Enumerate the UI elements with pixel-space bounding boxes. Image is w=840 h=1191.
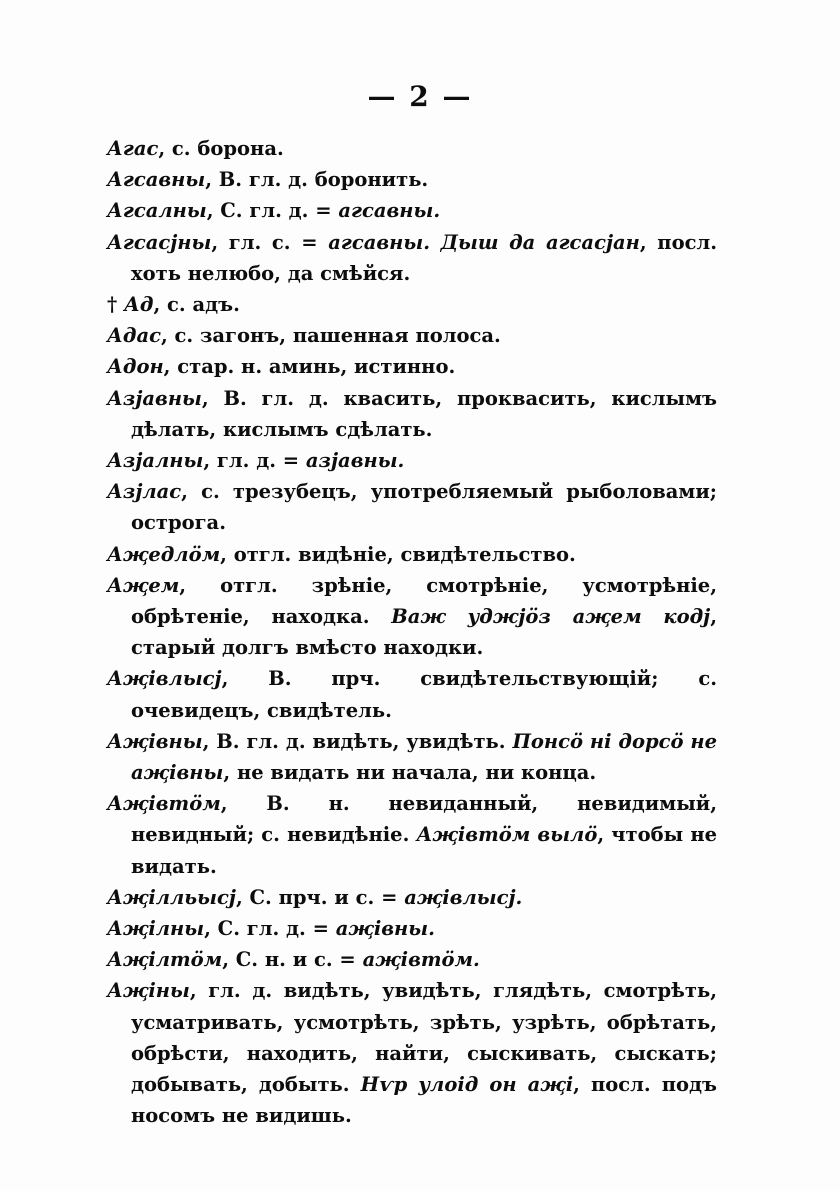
entry-text: , С. н. и с. = (222, 948, 363, 972)
page-number: — 2 — (367, 80, 473, 113)
entry-italic-text: Аҗіны (107, 979, 190, 1003)
dictionary-entry (107, 570, 717, 664)
entry-text: , С. прч. и с. = (235, 885, 405, 909)
dictionary-entry (107, 882, 717, 913)
entry-text: , старый долгъ вмѣсто находки. (131, 605, 717, 660)
dictionary-entry (107, 320, 717, 351)
dictionary-entry (107, 383, 717, 445)
dictionary-entry (107, 133, 717, 164)
entry-text: , С. гл. д. = (206, 199, 339, 223)
entry-text: † (107, 293, 124, 317)
entry-text: , В. н. невиданный, невидимый, невидный; с. невидѣніе. (131, 792, 717, 847)
dictionary-entry (107, 539, 717, 570)
entry-italic-text: Азјлас (107, 480, 182, 504)
entry-italic-text: аҗівтӧм. (362, 948, 480, 972)
entry-text: , с. адъ. (153, 293, 240, 317)
entry-text: , гл. с. = (211, 230, 329, 254)
entry-italic-text: Аҗілны (107, 917, 205, 941)
dictionary-entry (107, 788, 717, 882)
entry-text: , гл. д. видѣть, увидѣть, глядѣть, смотрѣть, усматривать, усмотрѣть, зрѣть, узрѣть, обрѣтать, обрѣсти, находить, найти, сыскивать, сыскать; добывать, добыть. (131, 979, 717, 1097)
entry-text: , чтобы не видать. (131, 823, 718, 878)
entry-text: , с. борона. (158, 137, 284, 160)
entry-text: , В. гл. д. видѣть, увидѣть. (202, 729, 513, 753)
entry-text: , с. загонъ, пашенная полоса. (160, 324, 501, 348)
entry-italic-text: азјавны. (305, 449, 405, 473)
dictionary-entry (107, 663, 717, 725)
entry-text: , с. трезубецъ, употребляемый рыболовами; острога. (131, 480, 717, 535)
entry-italic-text: Нѵр улоід он аҗі (360, 1073, 574, 1097)
entry-italic-text: Агсалны (107, 199, 207, 223)
entry-italic-text: Адас (107, 324, 161, 348)
entry-text: , В. гл. д. боронить. (205, 168, 429, 192)
entry-italic-text: Аҗілльысј (107, 885, 236, 909)
entry-italic-text: Азјалны (107, 449, 204, 473)
entry-text: , посл. хоть нелюбо, да смѣйся. (131, 230, 717, 285)
entry-italic-text: агсавны. (338, 199, 441, 223)
entry-italic-text: Аҗедлӧм (107, 542, 221, 566)
entry-text: , не видать ни начала, ни конца. (223, 761, 597, 785)
dictionary-entry (107, 445, 717, 476)
entry-text: , посл. подъ носомъ не видишь. (131, 1073, 718, 1128)
dictionary-entry (107, 913, 717, 944)
entry-italic-text: Понсӧ ні дорсӧ не аҗівны (131, 729, 718, 785)
entry-italic-text: Агас (107, 137, 159, 160)
entry-text: , С. гл. д. = (204, 917, 336, 941)
entry-italic-text: Агсасјны (107, 230, 212, 254)
dictionary-entry (107, 351, 717, 382)
dictionary-entry (107, 164, 717, 195)
entry-italic-text: Аҗівны (107, 729, 203, 753)
entry-italic-text: Ад (124, 293, 154, 317)
dictionary-entry (107, 289, 717, 320)
entry-italic-text: Важ уджјӧз аҗем кодј (391, 605, 711, 629)
dictionary-entries (107, 133, 717, 1132)
dictionary-entry (107, 227, 717, 289)
dictionary-entry (107, 975, 717, 1131)
entry-italic-text: Аҗівлысј (107, 667, 222, 691)
entry-italic-text: Аҗем (107, 573, 180, 597)
entry-italic-text: Агсавны (107, 168, 206, 192)
dictionary-entry (107, 195, 717, 226)
entry-italic-text: Аҗілтӧм (107, 948, 223, 972)
entry-text: , В. прч. свидѣтельствующій; с. очевидецъ, свидѣтель. (131, 667, 717, 722)
dictionary-entry (107, 476, 717, 538)
entry-text: , отгл. видѣніе, свидѣтельство. (220, 542, 576, 566)
dictionary-entry (107, 726, 717, 788)
entry-italic-text: Аҗівтӧм (107, 792, 221, 816)
entry-italic-text: аҗівлысј. (404, 885, 523, 909)
entry-italic-text: Адон (107, 355, 164, 379)
entry-italic-text: аҗівны. (335, 917, 435, 941)
dictionary-entry (107, 944, 717, 975)
entry-text: , отгл. зрѣніе, смотрѣніе, усмотрѣніе, обрѣтеніе, находка. (131, 573, 717, 629)
entry-italic-text: Аҗівтӧм вылӧ (416, 823, 598, 847)
entry-italic-text: агсавны. Дыш да агсасјан (328, 230, 640, 254)
entry-text: , В. гл. д. квасить, прoквасить, кислымъ дѣлать, кислымъ сдѣлать. (131, 386, 717, 441)
entry-text: , стар. н. аминь, истинно. (163, 355, 456, 379)
entry-italic-text: Азјавны (107, 386, 202, 410)
entry-text: , гл. д. = (203, 449, 306, 473)
